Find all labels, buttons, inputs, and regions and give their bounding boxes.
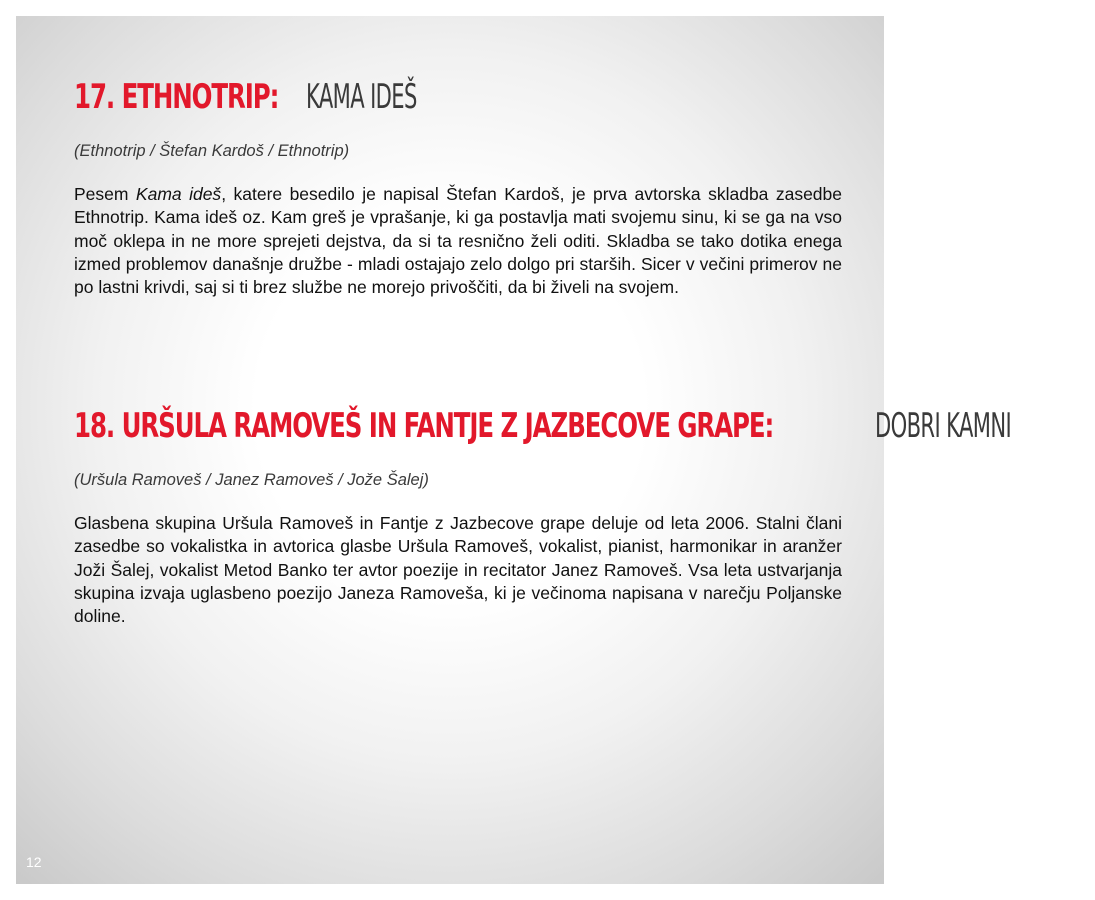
track-17-section bbox=[74, 72, 842, 299]
track-17-body-pre: Pesem bbox=[74, 184, 136, 204]
track-18-heading bbox=[74, 401, 1012, 451]
track-18-section bbox=[74, 401, 1012, 628]
track-18-credits: (Uršula Ramoveš / Janez Ramoveš / Jože Šalej) bbox=[74, 471, 429, 489]
booklet-page bbox=[16, 16, 1012, 884]
track-17-description bbox=[74, 183, 842, 299]
track-17-body-italic: Kama ideš bbox=[135, 184, 222, 204]
track-17-title: KAMA IDEŠ bbox=[305, 77, 417, 117]
track-18-title: DOBRI KAMNI bbox=[875, 406, 1012, 446]
track-18-artist: 18. URŠULA RAMOVEŠ IN FANTJE Z JAZBECOVE GRAPE: bbox=[74, 406, 774, 446]
page-number: 12 bbox=[26, 854, 42, 870]
track-17-heading bbox=[74, 72, 842, 122]
track-17-body-post: , katere besedilo je napisal Štefan Kardoš, je prva avtorska skladba zasedbe Ethnotrip. Kama ideš oz. Kam greš je vprašanje, ki ga postavlja mati svojemu sinu, ki se ga na vso moč oklepa in ne more sprejeti dejstva, da si ta resnično želi oditi. Skladba se tako dotika enega izmed problemov današnje družbe - mladi ostajajo zelo dolgo pri starših. Sicer v večini primerov ne po lastni krivdi, saj si ti brez službe ne morejo privoščiti, da bi živeli na svojem. bbox=[74, 184, 843, 298]
track-17-artist: 17. ETHNOTRIP: bbox=[74, 77, 279, 117]
track-18-description: Glasbena skupina Uršula Ramoveš in Fantje z Jazbecove grape deluje od leta 2006. Stalni člani zasedbe so vokalistka in avtorica glasbe Uršula Ramoveš, vokalist, pianist, harmonikar in aranžer Joži Šalej, vokalist Metod Banko ter avtor poezije in recitator Janez Ramoveš. Vsa leta ustvarjanja skupina izvaja uglasbeno poezijo Janeza Ramoveša, ki je večinoma napisana v narečju Poljanske doline. bbox=[74, 513, 842, 627]
track-17-credits: (Ethnotrip / Štefan Kardoš / Ethnotrip) bbox=[74, 142, 350, 160]
